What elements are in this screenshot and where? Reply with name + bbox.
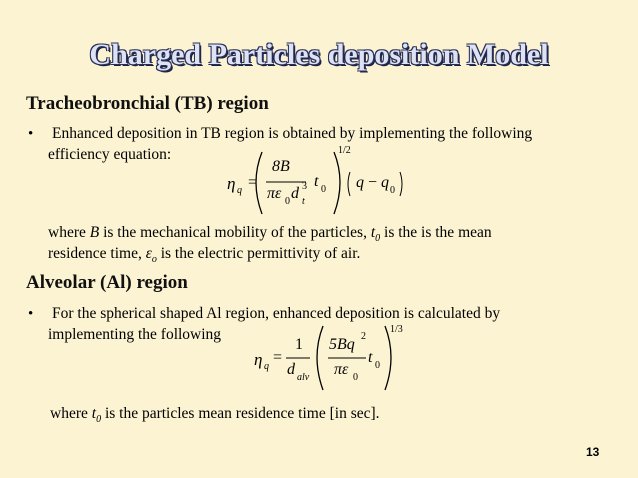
al-equals: = <box>273 349 283 366</box>
tb-t0: t <box>314 173 319 190</box>
tb-paren-q0-sub: 0 <box>390 185 395 196</box>
tb-eta: η <box>227 174 236 193</box>
bullet-icon: • <box>28 306 34 322</box>
tb-region-heading: Tracheobronchial (TB) region <box>26 93 269 114</box>
al-frac2-num: 5Bq <box>329 336 355 353</box>
tb-equals: = <box>248 174 258 191</box>
tb-den-d: d <box>291 185 299 202</box>
al-frac1-num: 1 <box>295 336 303 353</box>
al-power: 1/3 <box>390 324 403 335</box>
al-eta: η <box>254 350 263 369</box>
tb-where-line2: residence time, $\varepsilon_o$ is the electric permittivity of air. <box>48 245 361 266</box>
bullet-icon: • <box>28 126 34 142</box>
al-bullet-line1: For the spherical shaped Al region, enhanced deposition is calculated by <box>52 305 501 322</box>
tb-bullet-line1: Enhanced deposition in TB region is obtained by implementing the following <box>52 125 533 142</box>
tb-den-d-sub: t <box>302 196 305 207</box>
tb-paren-q0: q <box>381 174 389 191</box>
tb-den-pi-eps: πε <box>267 185 282 202</box>
page-number: 13 <box>586 445 600 459</box>
al-t0-sub: 0 <box>375 360 380 371</box>
al-t0: t <box>368 349 373 366</box>
al-frac1-den: d <box>287 361 295 378</box>
al-frac2-den: πε <box>334 361 349 378</box>
tb-paren-minus: − <box>368 174 378 191</box>
tb-eta-sub: q <box>237 185 242 196</box>
al-where: where $t_0$ is the particles mean residence time [in sec]. <box>50 405 380 426</box>
al-region-heading: Alveolar (Al) region <box>26 272 188 293</box>
tb-paren-q: q <box>356 174 364 191</box>
al-frac2-num-sup: 2 <box>361 331 366 342</box>
al-eta-sub: q <box>264 361 269 372</box>
tb-power: 1/2 <box>338 145 351 156</box>
tb-where-line1: where B is the mechanical mobility of the particles, $t_0$ is the is the mean <box>48 224 492 245</box>
tb-bullet-line2: efficiency equation: <box>48 146 172 163</box>
al-frac1-den-sub: alv <box>297 372 310 383</box>
al-frac2-den-sub: 0 <box>353 372 358 383</box>
tb-den-eps-sub: 0 <box>285 196 290 207</box>
tb-den-d-sup: 3 <box>302 181 307 192</box>
tb-t0-sub: 0 <box>321 184 326 195</box>
tb-numerator: 8B <box>272 158 290 175</box>
slide-title: Charged Particles deposition Model <box>89 38 549 71</box>
al-bullet-line2: implementing the following <box>48 326 222 343</box>
